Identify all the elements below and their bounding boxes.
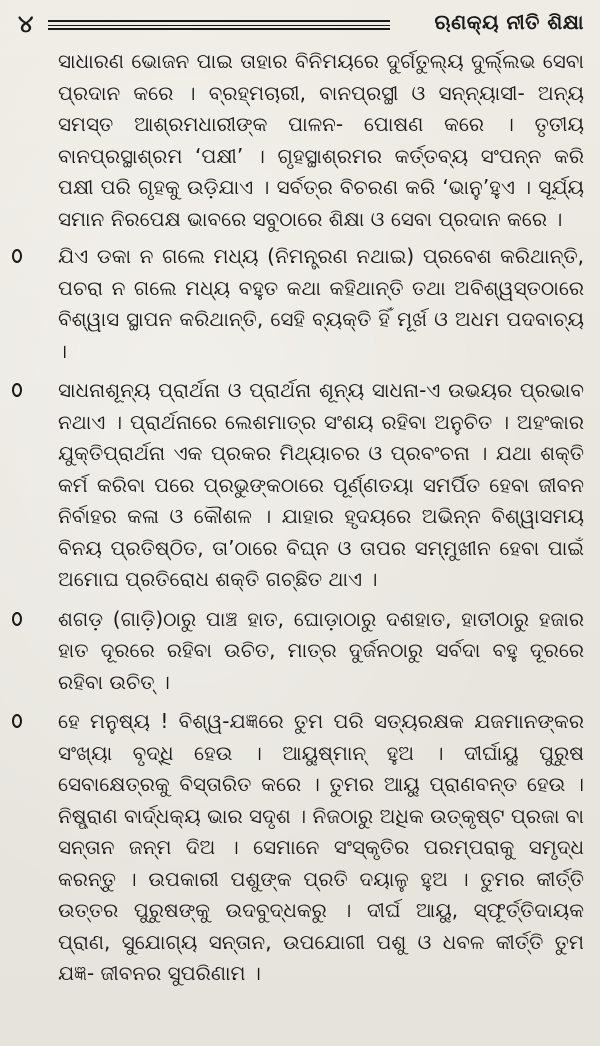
bullet-circle-icon [12,249,22,263]
bullet-paragraph [28,604,584,699]
bullet-paragraph [28,375,584,596]
header-rule-lower [48,28,390,30]
bullet-circle-icon [12,383,22,397]
header-rule [48,20,390,26]
paragraph-continued: ସାଧାରଣ ଭୋଜନ ପାଇ ତାହାର ବିନିମୟରେ ଦୁର୍ଗତୁଲ୍ୟ ଦୁର୍ଲ୍ଲଭ ସେବା ପ୍ରଦାନ କରେ । ବ୍ରହ୍ମଚାରୀ, ବାନପ୍ରସ୍ଥୀ ଓ ସନ୍ନ୍ୟାସୀ- ଅନ୍ୟ ସମସ୍ତ ଆଶ୍ରମଧାରୀଙ୍କ ପାଳନ- ପୋଷଣ କରେ । ତୃତୀୟ ବାନପ୍ରସ୍ଥାଶ୍ରମ ‘ପକ୍ଷୀ’ । ଗୃହସ୍ଥାଶ୍ରମର କର୍ତ୍ତବ୍ୟ ସଂପନ୍ନ କରି ପକ୍ଷୀ ପରି ଗୃହକୁ ଉଡ଼ିଯାଏ । ସର୍ବତ୍ର ବିଚରଣ କରି ‘ଭାନୁ’ହୁଏ । ସୂର୍ଯ୍ୟ ସମାନ ନିରପେକ୍ଷ ଭାବରେ ସବୁଠାରେ ଶିକ୍ଷା ଓ ସେବା ପ୍ରଦାନ କରେ । [58,49,584,231]
bullet-circle-icon [12,714,22,728]
page-number: ୪ [18,10,34,38]
bullet-circle-icon [12,612,22,626]
bullet-paragraph-text: ଯିଏ ଡକା ନ ଗଲେ ମଧ୍ୟ (ନିମନ୍ତ୍ରଣ ନଥାଇ) ପ୍ରବେଶ କରିଥାନ୍ତି, ପଚରା ନ ଗଲେ ମଧ୍ୟ ବହୁତ କଥା କହିଥାନ୍ତି ତଥା ଅବିଶ୍ୱସ୍ତଠାରେ ବିଶ୍ୱାସ ସ୍ଥାପନ କରିଥାନ୍ତି, ସେହି ବ୍ୟକ୍ତି ହିଁ ମୂର୍ଖ ଓ ଅଧମ ପଦବାଚ୍ୟ । [58,244,584,363]
bullet-paragraph-text: ଶଗଡ଼ (ଗାଡ଼ି)ଠାରୁ ପାଞ୍ଚ ହାତ, ଘୋଡ଼ାଠାରୁ ଦଶହାତ, ହାତୀଠାରୁ ହଜାର ହାତ ଦୂରରେ ରହିବା ଉଚିତ, ମାତ୍ର ଦୁର୍ଜନଠାରୁ ସର୍ବଦା ବହୁ ଦୂରରେ ରହିବା ଉଚିତ୍ । [58,606,584,694]
bullet-paragraph [28,241,584,367]
running-title: ଋଣକ୍ୟ ନୀତି ଶିକ୍ଷା [434,10,584,34]
bullet-paragraph [28,706,584,990]
page-header [18,6,584,46]
bullet-paragraph-text: ସାଧନାଶୂନ୍ୟ ପ୍ରାର୍ଥନା ଓ ପ୍ରାର୍ଥନା ଶୂନ୍ୟ ସାଧନା-ଏ ଉଭୟର ପ୍ରଭାବ ନଥାଏ । ପ୍ରାର୍ଥନାରେ ଲେଶମାତ୍ର ସଂଶୟ ରହିବା ଅନୁଚିତ । ଅହଂକାର ଯୁକ୍ତିପ୍ରାର୍ଥନା ଏକ ପ୍ରକର ମିଥ୍ୟାଚର ଓ ପ୍ରବଂଚନା । ଯଥା ଶକ୍ତି କର୍ମ କରିବା ପରେ ପ୍ରଭୁଙ୍କଠାରେ ପୂର୍ଣ୍ଣତୟା ସମର୍ପିତ ହେବା ଜୀବନ ନିର୍ବାହର କଳା ଓ କୌଶଳ । ଯାହାର ହୃଦୟରେ ଅଭିନ୍ନ ବିଶ୍ୱାସମୟ ବିନୟ ପ୍ରତିଷ୍ଠିତ, ତା’ଠାରେ ବିଘ୍ନ ଓ ତାପର ସମ୍ମୁଖୀନ ହେବା ପାଇଁ ଅମୋଘ ପ୍ରତିରୋଧ ଶକ୍ତି ଗଚ୍ଛିତ ଥାଏ । [58,378,584,591]
bullet-paragraph-text: ହେ ମନୁଷ୍ୟ ! ବିଶ୍ୱ-ଯଜ୍ଞରେ ତୁମ ପରି ସତ୍ୟରକ୍ଷକ ଯଜମାନଙ୍କର ସଂଖ୍ୟା ବୃଦ୍ଧି ହେଉ । ଆୟୁଷ୍ମାନ୍ ହୁଅ । ଦୀର୍ଘାୟୁ ପୁରୁଷ ସେବାକ୍ଷେତ୍ରକୁ ବିସ୍ତାରିତ କରେ । ତୁମର ଆୟୁ ପ୍ରାଣବନ୍ତ ହେଉ । ନିଷ୍ପ୍ରାଣ ବାର୍ଦ୍ଧକ୍ୟ ଭାର ସଦୃଶ । ନିଜଠାରୁ ଅଧିକ ଉତ୍କୃଷ୍ଟ ପ୍ରଜା ବା ସନ୍ତାନ ଜନ୍ମ ଦିଅ । ସେମାନେ ସଂସ୍କୃତିର ପରମ୍ପରାକୁ ସମୃଦ୍ଧ କରନ୍ତୁ । ଉପକାରୀ ପଶୁଙ୍କ ପ୍ରତି ଦୟାଳୁ ହୁଅ । ତୁମର କୀର୍ତ୍ତି ଉତ୍ତର ପୁରୁଷଙ୍କୁ ଉଦବୁଦ୍ଧକରୁ । ଦୀର୍ଘ ଆୟୁ, ସ୍ଫୂର୍ତ୍ତିଦାୟକ ପ୍ରାଣ, ସୁଯୋଗ୍ୟ ସନ୍ତାନ, ଉପଯୋଗୀ ପଶୁ ଓ ଧବଳ କୀର୍ତ୍ତି ତୁମ ଯଜ୍ଞ- ଜୀବନର ସୁପରିଣାମ । [58,709,584,985]
page-body [28,46,584,998]
